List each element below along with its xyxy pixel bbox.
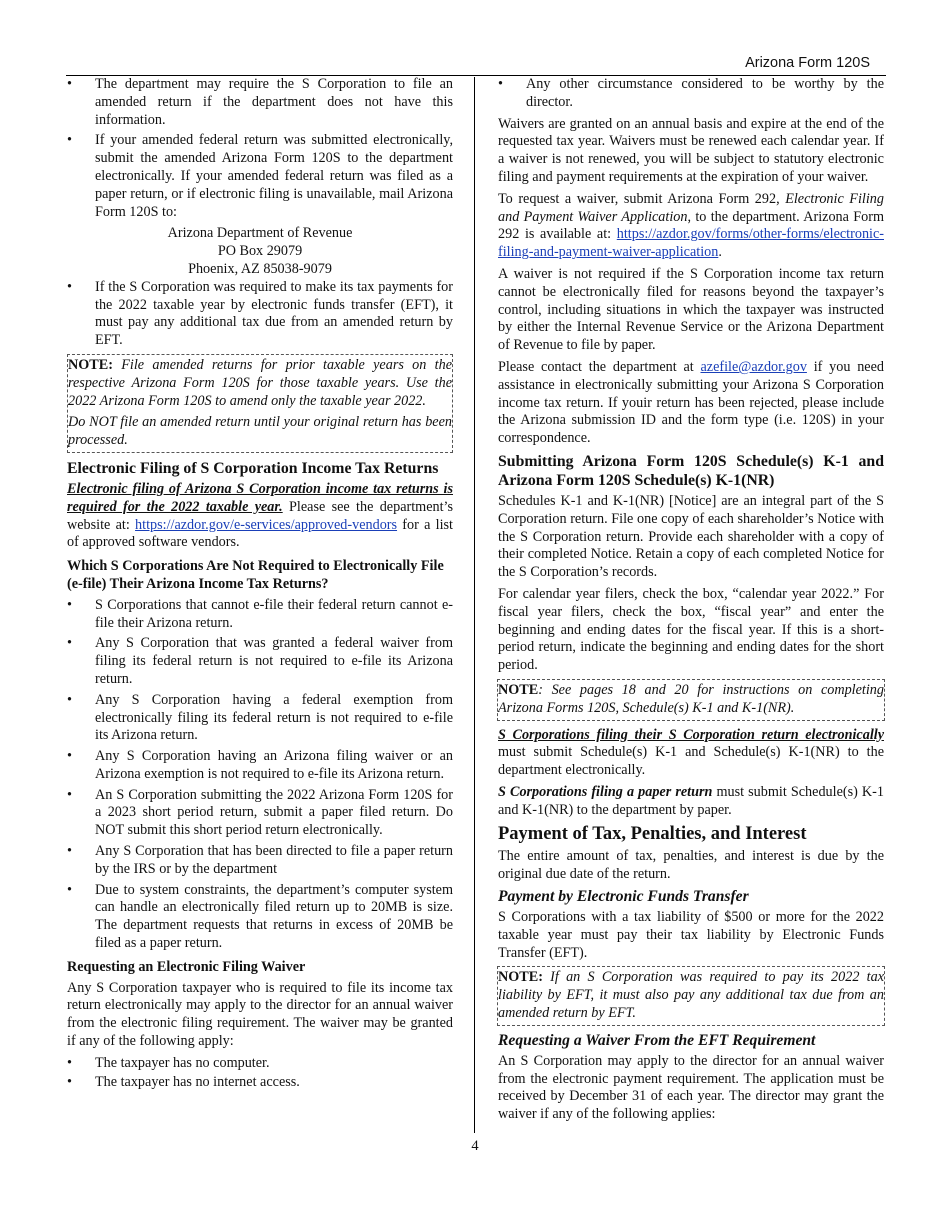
note-box-eft — [497, 966, 885, 1025]
azefile-email-link[interactable]: azefile@azdor.gov — [700, 358, 807, 375]
eft-paragraph: S Corporations with a tax liability of $500 or more for the 2022 taxable year must pay their tax liability by Electronic Funds Transfer (EFT). — [498, 909, 884, 961]
amended-bullets — [67, 76, 453, 221]
page-header — [66, 55, 886, 76]
page-number: 4 — [471, 1138, 479, 1154]
note-label: NOTE: — [68, 356, 113, 373]
note-label: NOTE: — [498, 969, 543, 986]
list-item: • Any S Corporation that has been directed to file a paper return by the IRS or by the department — [67, 843, 453, 879]
note-text: : See pages 18 and 20 for instructions on completing Arizona Forms 120S, Schedule(s) K-1 and K-1(NR). — [498, 681, 884, 716]
list-item: • S Corporations that cannot e-file their federal return cannot e-file their Arizona return. — [67, 597, 453, 633]
k1-heading: Submitting Arizona Form 120S Schedule(s) K-1 and Arizona Form 120S Schedule(s) K-1(NR) — [498, 452, 884, 489]
waiver-conditions-list — [67, 1055, 453, 1092]
list-item: • The department may require the S Corporation to file an amended return if the department does not have this information. — [67, 76, 453, 129]
efile-paragraph: Electronic filing of Arizona S Corporation income tax returns is required for the 2022 taxable year. Please see the department’s website at: https://azdor.gov/e-services/approved-vendors for a list of approved software vendors. — [67, 480, 454, 551]
waiver-heading: Requesting an Electronic Filing Waiver — [67, 958, 306, 975]
column-divider — [474, 77, 475, 1133]
form-292-title: Electronic Filing and Payment Waiver Application — [498, 190, 884, 225]
request-waiver-paragraph: To request a waiver, submit Arizona Form 292, Electronic Filing and Payment Waiver Application, to the department. Arizona Form 292 is available at: https://azdor.gov/forms/other-forms/electronic-filing-and-payment-waiver-application. — [498, 190, 884, 261]
right-column — [498, 76, 884, 1128]
note-text: If an S Corporation was required to pay its 2022 tax liability by EFT, it must also pay any additional tax due from an amended return by EFT. — [498, 969, 884, 1022]
k1-paragraph: Schedules K-1 and K-1(NR) [Notice] are an integral part of the S Corporation return. File one copy of each shareholder’s Notice with the S Corporation return. Provide each shareholder with a copy of their completed Notice. Retain a copy of each completed Notice for the S Corporation’s records. — [498, 492, 884, 581]
left-column — [67, 76, 453, 1095]
payment-heading: Payment of Tax, Penalties, and Interest — [498, 824, 807, 845]
list-item: • The taxpayer has no internet access. — [67, 1074, 453, 1092]
efile-heading: Electronic Filing of S Corporation Income Tax Returns — [67, 459, 439, 477]
address-line: PO Box 29079 — [217, 243, 303, 260]
mailing-address — [67, 225, 453, 278]
eft-amended-bullets — [67, 279, 453, 350]
waiver-conditions-continued — [498, 76, 884, 112]
not-required-list — [67, 597, 453, 953]
approved-vendors-link[interactable]: https://azdor.gov/e-services/approved-vendors — [135, 516, 398, 533]
address-line: Phoenix, AZ 85038-9079 — [188, 260, 332, 277]
eft-waiver-heading: Requesting a Waiver From the EFT Requirement — [498, 1031, 816, 1049]
efiling-k1-paragraph: S Corporations filing their S Corporation return electronically must submit Schedule(s) K-1 and Schedule(s) K-1(NR) to the department electronically. — [498, 726, 884, 779]
waiver-not-required-paragraph: A waiver is not required if the S Corporation income tax return cannot be electronically filed for reasons beyond the taxpayer’s control, including situations in which the taxpayer was instructed by either the Internal Revenue Service or the Arizona Department of Revenue to file by paper. — [498, 265, 884, 354]
note-text: Do NOT file an amended return until your original return has been processed. — [68, 414, 452, 449]
note-box-amended — [67, 354, 453, 453]
waiver-paragraph: Any S Corporation taxpayer who is required to file its income tax return electronically may apply to the director for an annual waiver from the electronic filing requirement. The waiver may be granted if any of the following apply: — [67, 979, 453, 1050]
note-label: NOTE — [498, 681, 539, 698]
list-item: • Any S Corporation that was granted a federal waiver from filing its federal return is not required to e-file its Arizona return. — [67, 635, 453, 688]
eft-heading: Payment by Electronic Funds Transfer — [498, 888, 749, 906]
calendar-year-paragraph: For calendar year filers, check the box, “calendar year 2022.” For fiscal year filers, check the box, “fiscal year” and enter the beginning and ending dates for the fiscal year. If this is a short-period return, indicate the beginning and ending dates for the short period. — [498, 585, 884, 674]
paper-k1-paragraph: S Corporations filing a paper return must submit Schedule(s) K-1 and K-1(NR) to the department by paper. — [498, 783, 884, 818]
form-name: Arizona Form 120S — [745, 55, 870, 71]
list-item: • The taxpayer has no computer. — [67, 1055, 453, 1073]
eft-waiver-paragraph: An S Corporation may apply to the director for an annual waiver from the electronic payment requirement. The application must be received by December 31 of each year. The director may grant the waiver if any of the following applies: — [498, 1052, 884, 1123]
note-box-k1 — [497, 679, 885, 721]
list-item: • If the S Corporation was required to make its tax payments for the 2022 taxable year by electronic funds transfer (EFT), it must pay any additional tax due from an amended return by EFT. — [67, 279, 453, 350]
contact-paragraph: Please contact the department at azefile@azdor.gov if you need assistance in electronically submitting your Arizona S Corporation income tax return. If youir return has been rejected, please include the Arizona submission ID and the form type (i.e. 120S) in your correspondence. — [498, 358, 884, 447]
not-required-heading: Which S Corporations Are Not Required to Electronically File (e-file) Their Arizona Income Tax Returns? — [67, 558, 444, 592]
list-item: • Any other circumstance considered to be worthy by the director. — [498, 76, 884, 112]
list-item: • Any S Corporation having a federal exemption from electronically filing its federal return is not required to e-file its Arizona return. — [67, 692, 453, 745]
list-item: • An S Corporation submitting the 2022 Arizona Form 120S for a 2023 short period return, submit a paper filed return. Do NOT submit this short period return electronically. — [67, 787, 453, 840]
waivers-paragraph: Waivers are granted on an annual basis and expire at the end of the requested tax year. Waivers must be renewed each calendar year. If a waiver is not renewed, you will be subject to statutory electronic filing and payment requirements at the expiration of your waiver. — [498, 115, 884, 185]
list-item: • If your amended federal return was submitted electronically, submit the amended Arizona Form 120S to the department electronically. If your amended federal return was filed as a paper return, or if electronic filing is unavailable, mail Arizona Form 120S to: — [67, 132, 453, 221]
list-item: • Any S Corporation having an Arizona filing waiver or an Arizona exemption is not required to e-file its Arizona return. — [67, 748, 453, 784]
note-text: File amended returns for prior taxable years on the respective Arizona Form 120S for those taxable years. Use the 2022 Arizona Form 120S to amend only the taxable year 2022. — [68, 356, 452, 409]
efile-required-text: Electronic filing of Arizona S Corporation income tax returns is required for the 2022 taxable year. — [67, 480, 453, 515]
list-item: • Due to system constraints, the department’s computer system can handle an electronically filed return up to 20MB is size. The department requests that returns in excess of 20MB be filed as a paper return. — [67, 882, 453, 953]
waiver-application-link[interactable]: https://azdor.gov/forms/other-forms/electronic-filing-and-payment-waiver-application — [498, 226, 884, 261]
address-line: Arizona Department of Revenue — [167, 225, 353, 242]
payment-paragraph: The entire amount of tax, penalties, and interest is due by the original due date of the return. — [498, 848, 884, 883]
